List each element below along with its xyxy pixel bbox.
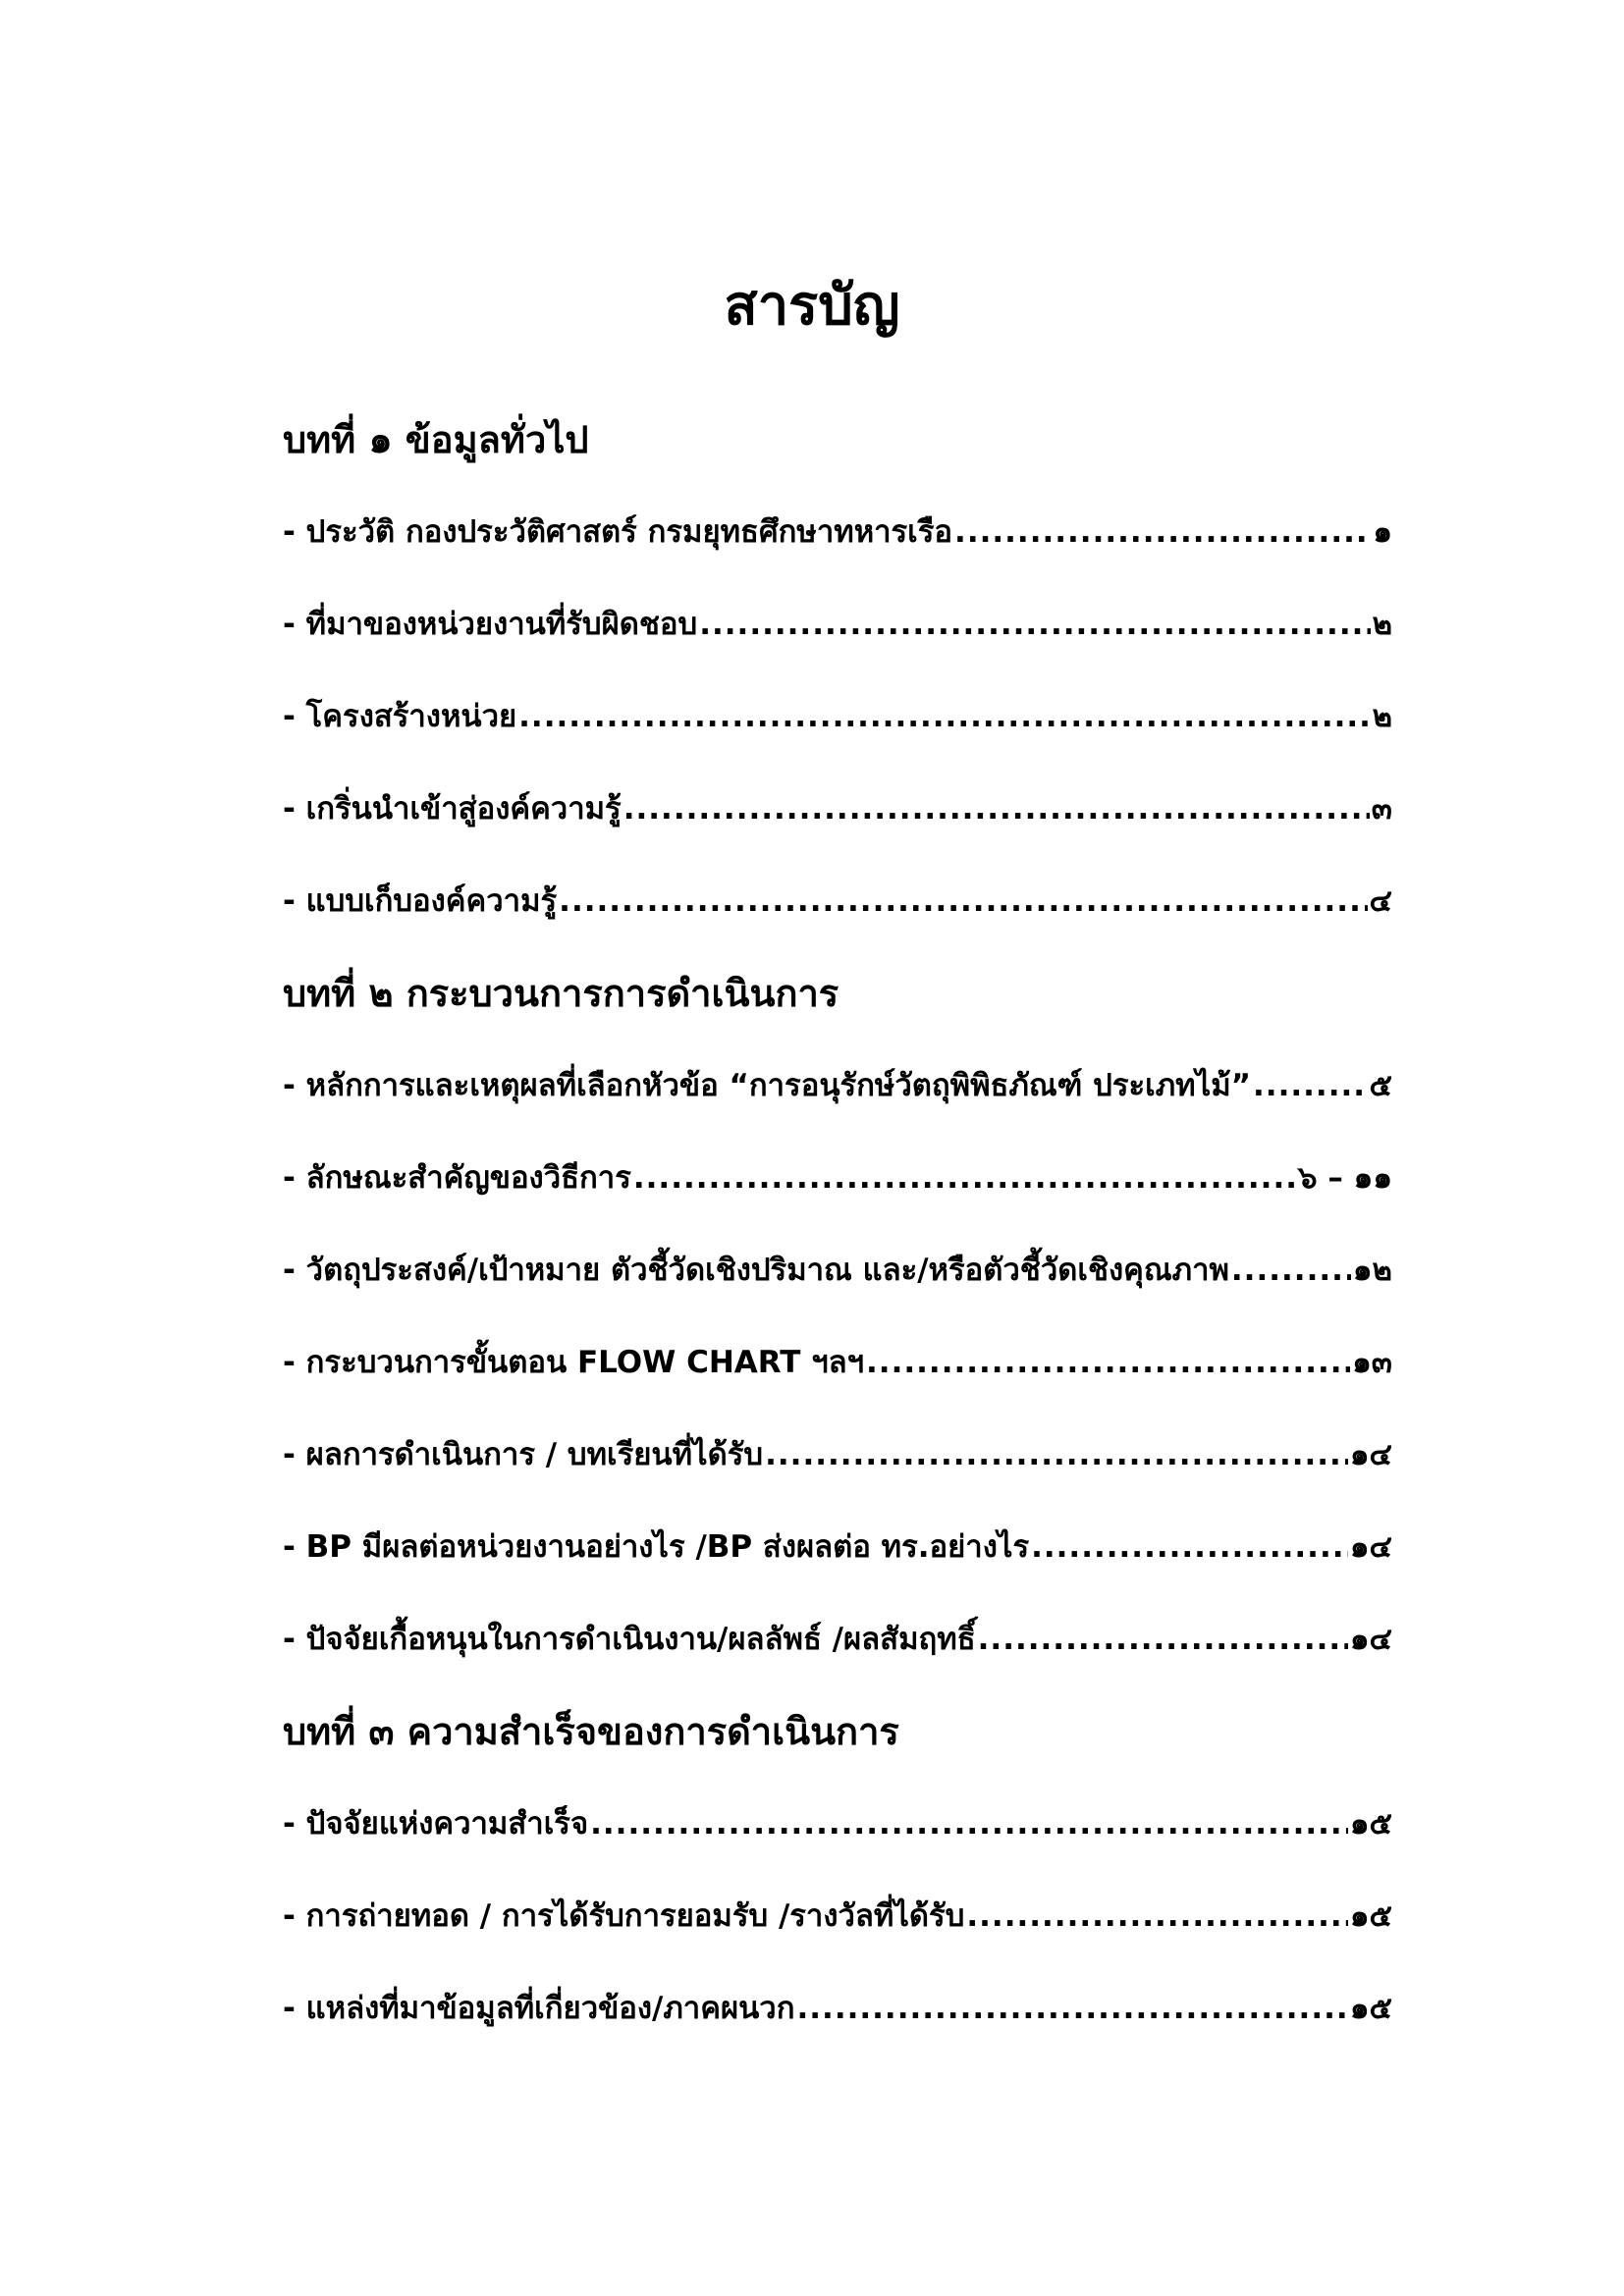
- toc-entry-page: ๑: [1373, 514, 1392, 550]
- toc-entry-page: ๑๔: [1349, 1529, 1392, 1565]
- toc-entry-label: - ลักษณะสำคัญของวิธีการ: [283, 1160, 631, 1196]
- toc-entry-label: - ปัจจัยเกื้อหนุนในการดำเนินงาน/ผลลัพธ์ /ผลสัมฤทธิ์: [283, 1622, 976, 1657]
- dot-leader: [1031, 1508, 1348, 1586]
- toc-entry: [283, 1785, 1392, 1877]
- toc-entry: [283, 1508, 1392, 1600]
- toc-entry: [283, 1139, 1392, 1231]
- toc-entry-page: ๑๒: [1352, 1253, 1392, 1288]
- dot-leader: [633, 1139, 1296, 1217]
- toc-entry-page: ๑๕: [1349, 1991, 1392, 2026]
- dot-leader: [590, 1785, 1348, 1863]
- toc-entry-page: ๒: [1372, 607, 1392, 642]
- dot-leader: [1253, 1046, 1368, 1125]
- toc-entry: [283, 1323, 1392, 1415]
- dot-leader: [978, 1600, 1348, 1679]
- dot-leader: [699, 585, 1370, 664]
- table-of-contents: [283, 400, 1392, 2061]
- toc-entry-page: ๖ – ๑๑: [1297, 1160, 1392, 1196]
- toc-entry: [283, 1969, 1392, 2061]
- toc-entry: [283, 1600, 1392, 1692]
- toc-entry: [283, 862, 1392, 954]
- toc-entry: [283, 1046, 1392, 1139]
- dot-leader: [954, 493, 1371, 571]
- dot-leader: [866, 1323, 1350, 1402]
- toc-entry: [283, 1877, 1392, 1969]
- dot-leader: [796, 1969, 1347, 2048]
- toc-entry-label: - วัตถุประสงค์/เป้าหมาย ตัวชี้วัดเชิงปริมาณ และ/หรือตัวชี้วัดเชิงคุณภาพ: [283, 1253, 1229, 1288]
- toc-entry-page: ๑๔: [1349, 1622, 1392, 1657]
- toc-entry-label: - การถ่ายทอด / การได้รับการยอมรับ /รางวัลที่ได้รับ: [283, 1898, 965, 1934]
- dot-leader: [559, 862, 1367, 940]
- toc-entry-page: ๒: [1372, 699, 1392, 734]
- toc-entry-label: - ปัจจัยแห่งความสำเร็จ: [283, 1806, 589, 1842]
- toc-entry-label: - เกริ่นนำเข้าสู่องค์ความรู้: [283, 791, 622, 827]
- dot-leader: [518, 677, 1370, 756]
- toc-entry-label: - BP มีผลต่อหน่วยงานอย่างไร /BP ส่งผลต่อ ทร.อย่างไร: [283, 1529, 1030, 1565]
- toc-entry-label: - ประวัติ กองประวัติศาสตร์ กรมยุทธศึกษาทหารเรือ: [283, 514, 953, 550]
- chapter-heading: บทที่ ๒ กระบวนการการดำเนินการ: [283, 972, 839, 1015]
- toc-entry-page: ๑๔: [1349, 1437, 1392, 1472]
- toc-entry-page: ๔: [1369, 883, 1392, 919]
- chapter-heading: บทที่ ๓ ความสำเร็จของการดำเนินการ: [283, 1710, 899, 1753]
- dot-leader: [966, 1877, 1347, 1955]
- dot-leader: [623, 770, 1370, 848]
- toc-entry: [283, 493, 1392, 585]
- dot-leader: [765, 1415, 1348, 1494]
- toc-entry-label: - ที่มาของหน่วยงานที่รับผิดชอบ: [283, 607, 698, 642]
- toc-entry-label: - แบบเก็บองค์ความรู้: [283, 883, 558, 919]
- toc-entry: [283, 585, 1392, 677]
- toc-entry-label: - แหล่งที่มาข้อมูลที่เกี่ยวข้อง/ภาคผนวก: [283, 1991, 795, 2026]
- toc-entry: [283, 770, 1392, 862]
- toc-entry-page: ๑๕: [1349, 1898, 1392, 1934]
- toc-entry-page: ๕: [1369, 1068, 1392, 1103]
- chapter-heading: บทที่ ๑ ข้อมูลทั่วไป: [283, 418, 589, 461]
- toc-entry: [283, 1415, 1392, 1508]
- toc-entry-page: ๑๓: [1352, 1345, 1392, 1380]
- toc-entry-page: ๑๕: [1349, 1806, 1392, 1842]
- toc-entry-page: ๓: [1371, 791, 1392, 827]
- toc-entry-label: - หลักการและเหตุผลที่เลือกหัวข้อ “การอนุรักษ์วัตถุพิพิธภัณฑ์ ประเภทไม้”: [283, 1068, 1252, 1103]
- toc-entry: [283, 1231, 1392, 1323]
- toc-entry-label: - โครงสร้างหน่วย: [283, 699, 517, 734]
- page-title: สารบัญ: [724, 274, 900, 338]
- dot-leader: [1231, 1231, 1351, 1309]
- toc-entry-label: - ผลการดำเนินการ / บทเรียนที่ได้รับ: [283, 1437, 764, 1472]
- toc-entry: [283, 677, 1392, 770]
- toc-entry-label: - กระบวนการขั้นตอน FLOW CHART ฯลฯ: [283, 1345, 865, 1380]
